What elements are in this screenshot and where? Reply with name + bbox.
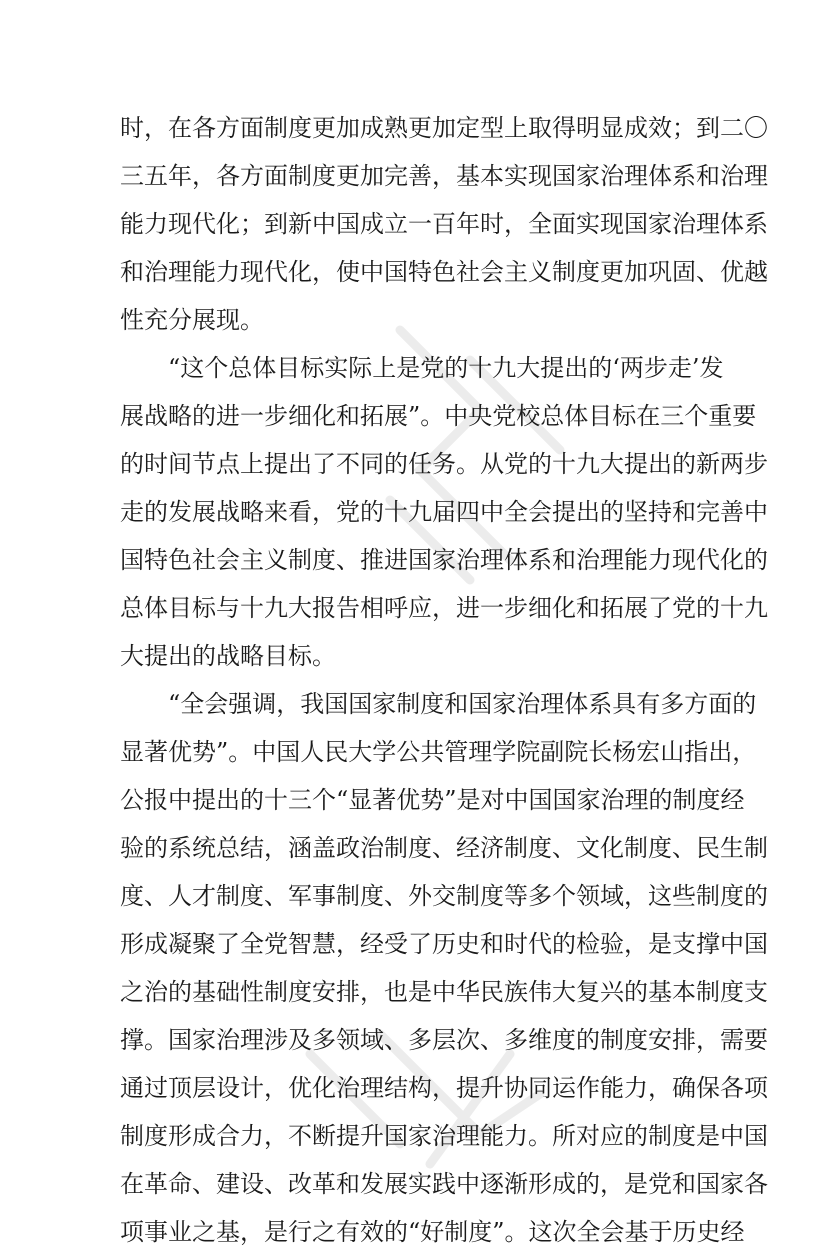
text-line: 和治理能力现代化，使中国特色社会主义制度更加巩固、优越 bbox=[120, 258, 768, 286]
text-line: 大提出的战略目标。 bbox=[120, 642, 336, 670]
paragraph bbox=[120, 104, 768, 344]
text-line: 展战略的进一步细化和拓展”。中央党校总体目标在三个重要 bbox=[120, 402, 757, 430]
text-line: 制度形成合力，不断提升国家治理能力。所对应的制度是中国 bbox=[120, 1122, 768, 1150]
text-line: 能力现代化；到新中国成立一百年时，全面实现国家治理体系 bbox=[120, 210, 768, 238]
text-line: “全会强调，我国国家制度和国家治理体系具有多方面的 bbox=[168, 690, 757, 718]
text-line: 性充分展现。 bbox=[120, 306, 264, 334]
text-line: 撑。国家治理涉及多领域、多层次、多维度的制度安排，需要 bbox=[120, 1026, 768, 1054]
text-line: 显著优势”。中国人民大学公共管理学院副院长杨宏山指出， bbox=[120, 738, 757, 766]
text-line: “这个总体目标实际上是党的十九大提出的‘两步走’发 bbox=[168, 354, 724, 382]
text-line: 项事业之基，是行之有效的“好制度”。这次全会基于历史经 bbox=[120, 1218, 745, 1246]
text-line: 三五年，各方面制度更加完善，基本实现国家治理体系和治理 bbox=[120, 162, 768, 190]
text-line: 的时间节点上提出了不同的任务。从党的十九大提出的新两步 bbox=[120, 450, 768, 478]
text-line: 之治的基础性制度安排，也是中华民族伟大复兴的基本制度支 bbox=[120, 978, 768, 1006]
paragraph bbox=[120, 680, 768, 1256]
text-line: 形成凝聚了全党智慧，经受了历史和时代的检验，是支撑中国 bbox=[120, 930, 768, 958]
paragraph bbox=[120, 344, 768, 680]
text-line: 公报中提出的十三个“显著优势”是对中国国家治理的制度经 bbox=[120, 786, 745, 814]
text-line: 通过顶层设计，优化治理结构，提升协同运作能力，确保各项 bbox=[120, 1074, 768, 1102]
text-line: 验的系统总结，涵盖政治制度、经济制度、文化制度、民生制 bbox=[120, 834, 768, 862]
text-line: 走的发展战略来看，党的十九届四中全会提出的坚持和完善中 bbox=[120, 498, 768, 526]
text-line: 国特色社会主义制度、推进国家治理体系和治理能力现代化的 bbox=[120, 546, 768, 574]
text-line: 在革命、建设、改革和发展实践中逐渐形成的，是党和国家各 bbox=[120, 1170, 768, 1198]
text-line: 度、人才制度、军事制度、外交制度等多个领域，这些制度的 bbox=[120, 882, 768, 910]
text-line: 时，在各方面制度更加成熟更加定型上取得明显成效；到二〇 bbox=[120, 114, 768, 142]
body-text bbox=[120, 104, 768, 1256]
text-line: 总体目标与十九大报告相呼应，进一步细化和拓展了党的十九 bbox=[120, 594, 768, 622]
